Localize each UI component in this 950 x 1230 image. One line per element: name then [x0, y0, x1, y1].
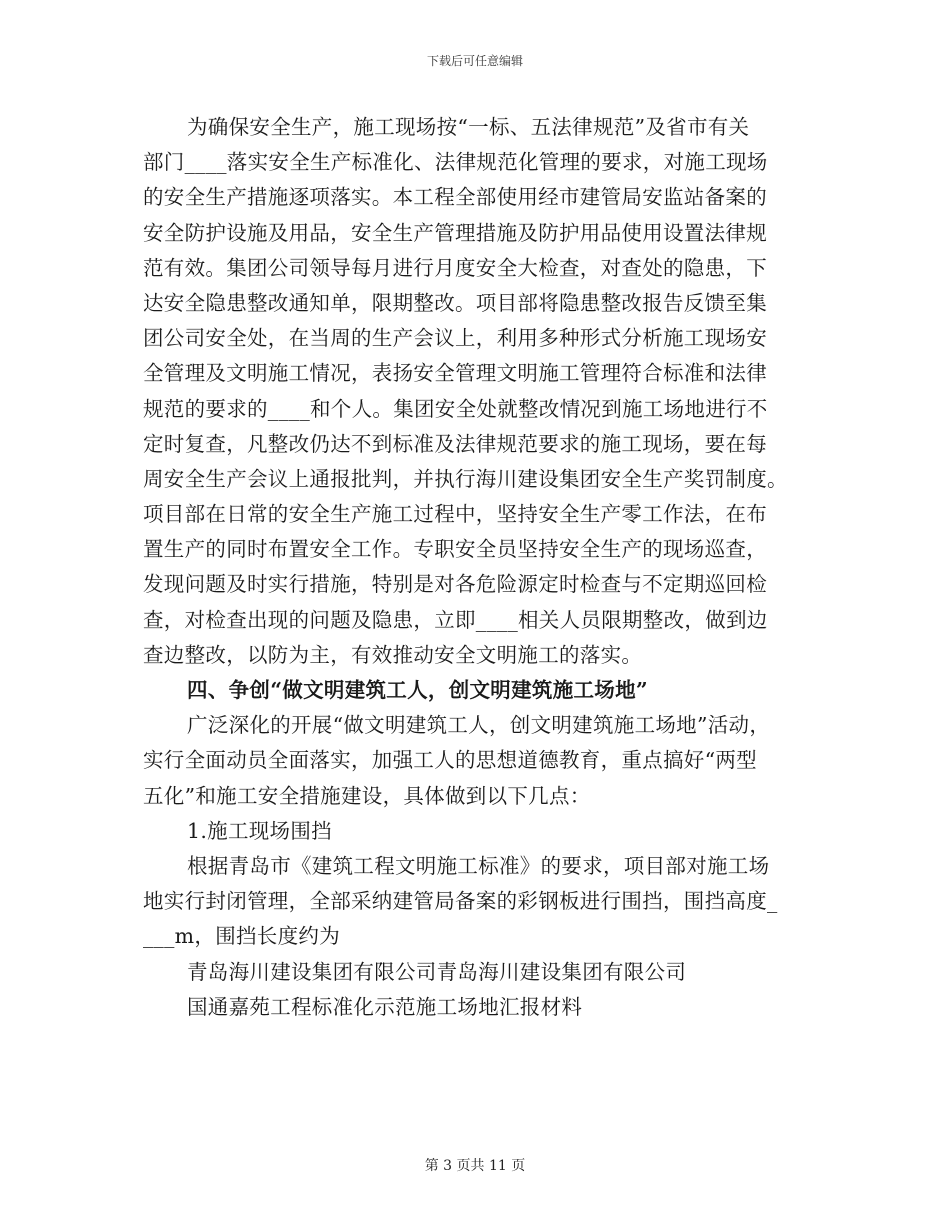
- report-title-line: 国通嘉苑工程标准化示范施工场地汇报材料: [187, 994, 583, 1019]
- paragraph-line: 查边整改，以防为主，有效推动安全文明施工的落实。: [143, 642, 643, 667]
- subsection-heading: 1.施工现场围挡: [187, 818, 332, 843]
- paragraph-line: 广泛深化的开展“做文明建筑工人，创文明建筑施工场地”活动，: [187, 713, 771, 738]
- company-name-line: 青岛海川建设集团有限公司青岛海川建设集团有限公司: [187, 959, 687, 984]
- paragraph-line: ___m，围挡长度约为: [143, 924, 340, 949]
- paragraph-line: 部门____落实安全生产标准化、法律规范化管理的要求，对施工现场: [143, 150, 768, 175]
- paragraph-line: 团公司安全处，在当周的生产会议上，利用多种形式分析施工现场安: [143, 326, 767, 351]
- paragraph-line: 查，对检查出现的问题及隐患，立即____相关人员限期整改，做到边: [143, 607, 768, 632]
- paragraph-line: 安全防护设施及用品，安全生产管理措施及防护用品使用设置法律规: [143, 220, 767, 245]
- paragraph-line: 全管理及文明施工情况，表扬安全管理文明施工管理符合标准和法律: [143, 361, 767, 386]
- document-body: [143, 110, 807, 1025]
- paragraph-line: 地实行封闭管理，全部采纳建管局备案的彩钢板进行围挡，围挡高度_: [143, 889, 778, 914]
- paragraph-line: 周安全生产会议上通报批判，并执行海川建设集团安全生产奖罚制度。: [143, 466, 788, 491]
- paragraph-line: 五化”和施工安全措施建设，具体做到以下几点：: [143, 783, 591, 808]
- paragraph-line: 达安全隐患整改通知单，限期整改。项目部将隐患整改报告反馈至集: [143, 290, 767, 315]
- paragraph-line: 发现问题及时实行措施，特别是对各危险源定时检查与不定期巡回检: [143, 572, 767, 597]
- page-header-note: 下载后可任意编辑: [426, 54, 523, 68]
- paragraph-line: 的安全生产措施逐项落实。本工程全部使用经市建管局安监站备案的: [143, 185, 767, 210]
- paragraph-line: 定时复查，凡整改仍达不到标准及法律规范要求的施工现场，要在每: [143, 431, 767, 456]
- paragraph-line: 项目部在日常的安全生产施工过程中，坚持安全生产零工作法，在布: [143, 502, 767, 527]
- paragraph-line: 为确保安全生产，施工现场按“一标、五法律规范”及省市有关: [187, 115, 750, 139]
- paragraph-line: 根据青岛市《建筑工程文明施工标准》的要求，项目部对施工场: [187, 853, 770, 878]
- paragraph-line: 范有效。集团公司领导每月进行月度安全大检查，对查处的隐患，下: [143, 255, 767, 280]
- paragraph-line: 规范的要求的____和个人。集团安全处就整改情况到施工场地进行不: [143, 396, 768, 421]
- paragraph-line: 实行全面动员全面落实，加强工人的思想道德教育，重点搞好“两型: [143, 748, 757, 773]
- section-heading: 四、争创“做文明建筑工人，创文明建筑施工场地”: [187, 678, 648, 702]
- paragraph-line: 置生产的同时布置安全工作。专职安全员坚持安全生产的现场巡查，: [143, 537, 767, 562]
- page-number: 第 3 页共 11 页: [424, 1158, 526, 1174]
